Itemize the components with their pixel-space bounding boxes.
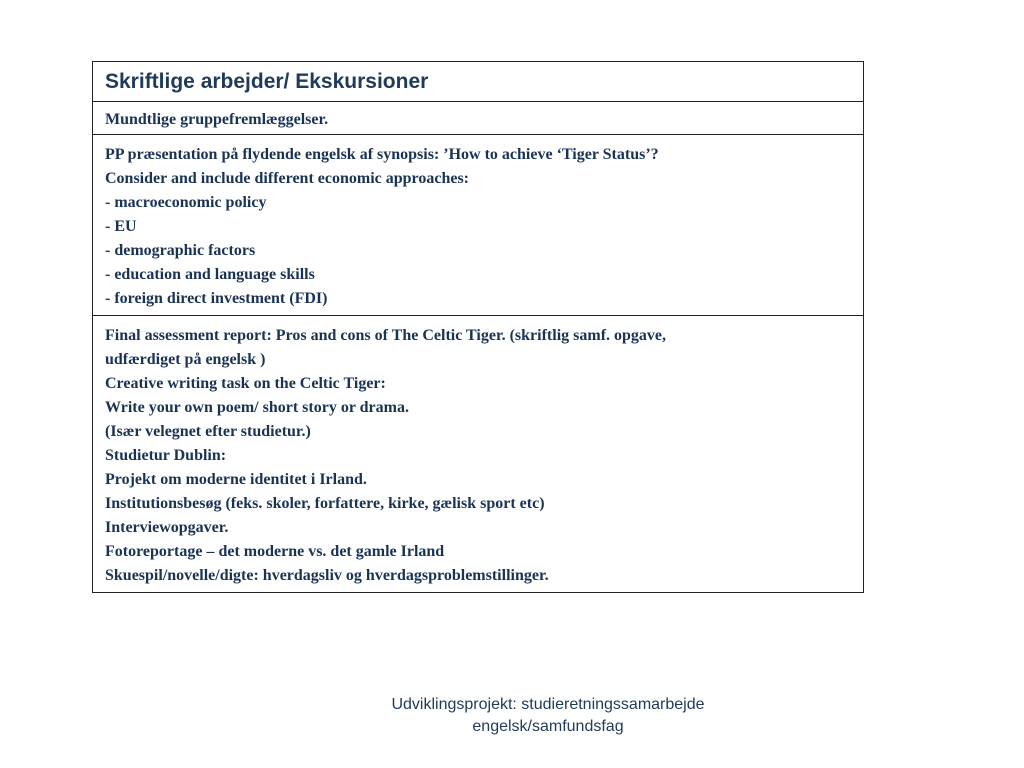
table-row xyxy=(93,102,864,135)
text-line: PP præsentation på flydende engelsk af synopsis: ’How to achieve ‘Tiger Status’? xyxy=(105,146,659,163)
assessment-excursion-cell xyxy=(93,316,864,593)
text-line: Consider and include different economic approaches: xyxy=(105,170,470,187)
text-line: (Især velegnet efter studietur.) xyxy=(105,423,311,440)
text-line: Projekt om moderne identitet i Irland. xyxy=(105,471,367,488)
text-line: udfærdiget på engelsk ) xyxy=(105,351,266,368)
footer-line: engelsk/samfundsfag xyxy=(472,718,624,735)
activities-table xyxy=(92,61,864,593)
text-line: Write your own poem/ short story or drama. xyxy=(105,399,409,416)
pp-presentation-cell xyxy=(93,135,864,316)
table-header-row xyxy=(93,62,864,102)
text-line: Interviewopgaver. xyxy=(105,519,229,536)
list-item: - education and language skills xyxy=(105,266,315,283)
table-title: Skriftlige arbejder/ Ekskursioner xyxy=(93,62,864,102)
text-line: Creative writing task on the Celtic Tiger: xyxy=(105,375,386,392)
text-line: Skuespil/novelle/digte: hverdagsliv og hverdagsproblemstillinger. xyxy=(105,567,549,584)
text-line: Final assessment report: Pros and cons of The Celtic Tiger. (skriftlig samf. opgave, xyxy=(105,327,667,344)
list-item: - EU xyxy=(105,218,137,235)
text-line: Institutionsbesøg (feks. skoler, forfattere, kirke, gælisk sport etc) xyxy=(105,495,545,512)
list-item: - macroeconomic policy xyxy=(105,194,267,211)
text-line: Studietur Dublin: xyxy=(105,447,227,464)
text-line: Fotoreportage – det moderne vs. det gamle Irland xyxy=(105,543,445,560)
table-row xyxy=(93,135,864,316)
oral-presentations-cell: Mundtlige gruppefremlæggelser. xyxy=(93,102,864,135)
slide-footer xyxy=(298,694,798,738)
footer-line: Udviklingsprojekt: studieretningssamarbejde xyxy=(391,696,705,713)
list-item: - foreign direct investment (FDI) xyxy=(105,290,328,307)
list-item: - demographic factors xyxy=(105,242,256,259)
table-row xyxy=(93,316,864,593)
